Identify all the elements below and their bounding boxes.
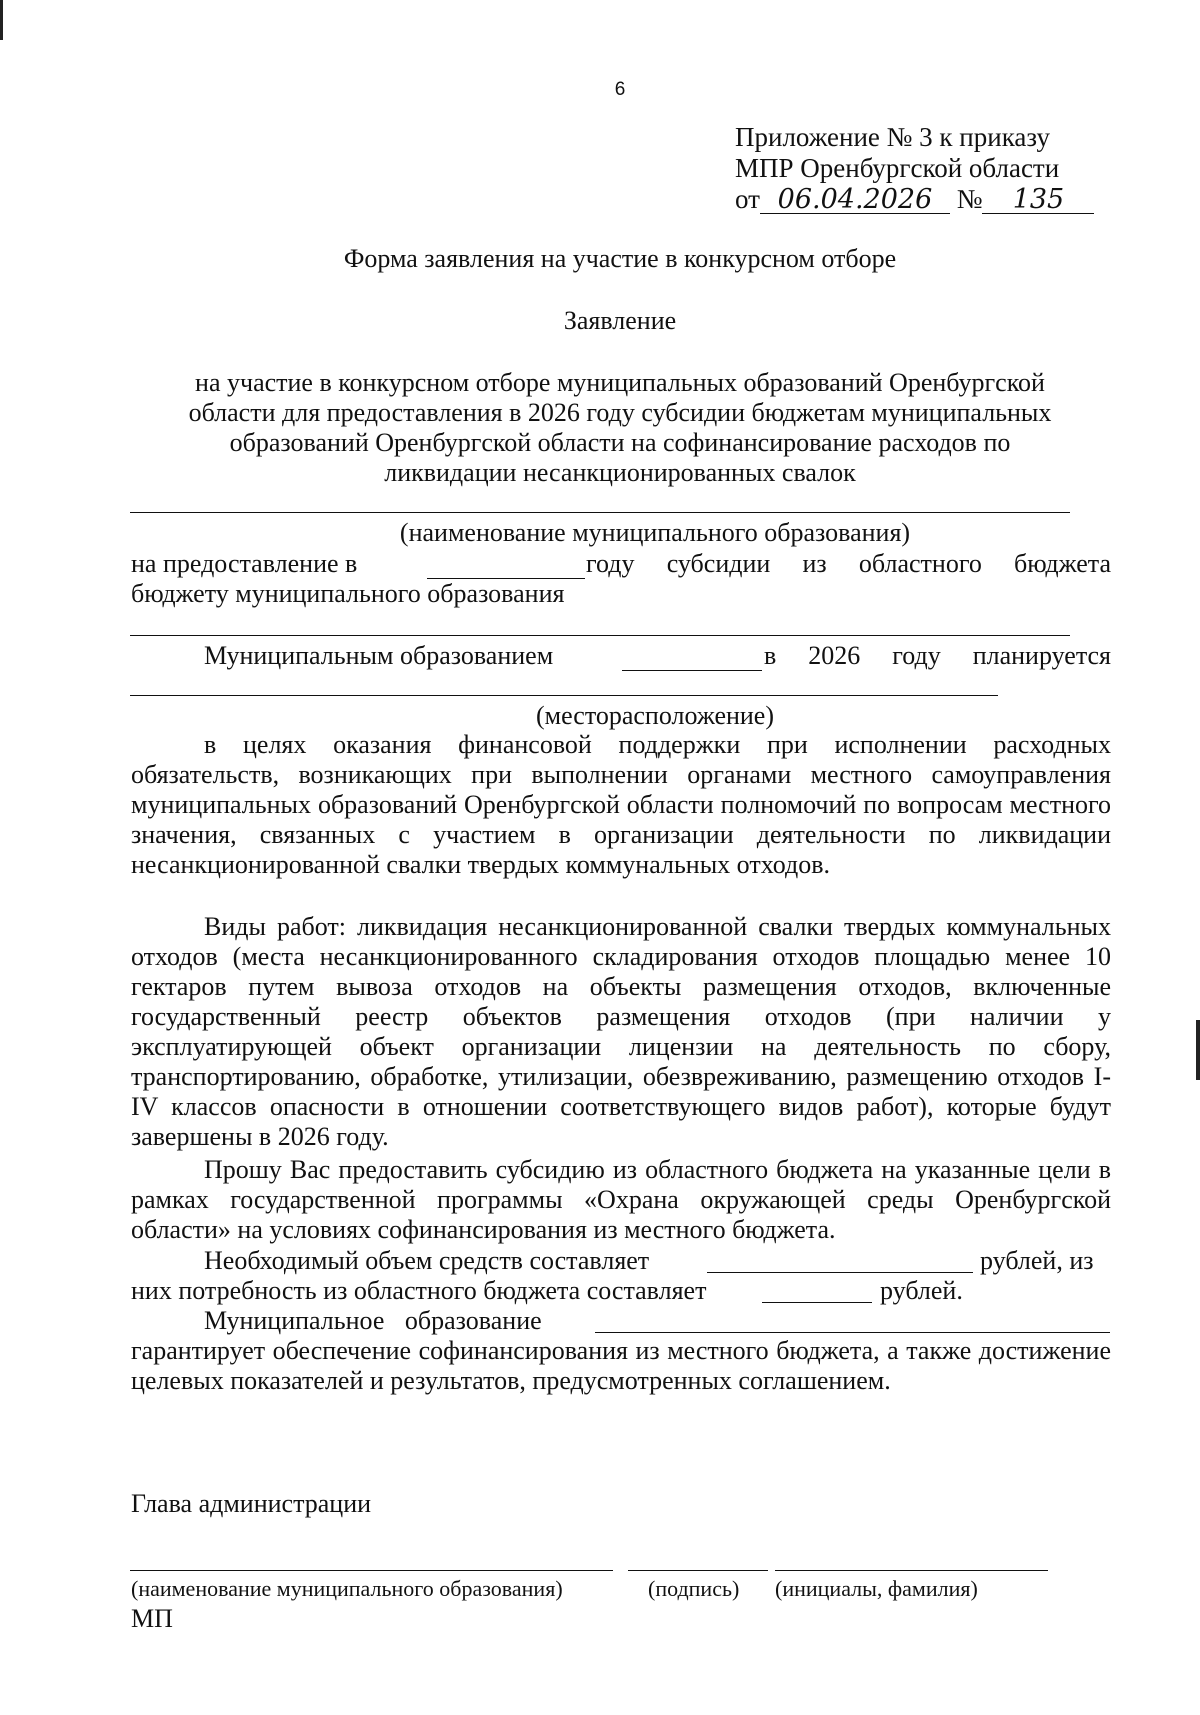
scan-edge-mark xyxy=(0,0,3,40)
budget-line: бюджету муниципального образования xyxy=(131,579,565,608)
head-title: Глава администрации xyxy=(131,1489,372,1518)
caption-signature: (подпись) xyxy=(648,1576,740,1601)
planned-right: в 2026 году планируется xyxy=(764,641,1111,670)
appendix-no: № xyxy=(956,184,983,214)
subject-line: образований Оренбургской области на софинансирование расходов по xyxy=(229,428,1011,457)
scan-edge-mark xyxy=(1196,1020,1200,1080)
planned-blank-line xyxy=(622,670,762,671)
municipality-name-line xyxy=(130,512,1070,513)
document-title: Заявление xyxy=(563,306,677,335)
funds-line1-right: рублей, из xyxy=(980,1246,1094,1275)
form-title: Форма заявления на участие в конкурсном отборе xyxy=(343,244,897,273)
provision-left: на предоставление в xyxy=(131,549,358,578)
paragraph-works: Виды работ: ликвидация несанкционированной свалки твердых коммунальных отходов (места несанкционированного складирования отходов площадью менее 10 гектаров путем вывоза отходов на объекты размещения отходов, включенные государственный реестр объектов размещения отходов (при наличии у эксплуатирующей объект организации лицензии на деятельность по сбору, транспортированию, обработке, утилизации, обезвреживанию, размещению отходов I-IV классов опасности в отношении соответствующего видов работ), которые будут завершены в 2026 году. xyxy=(131,912,1111,1151)
signature-municipality-line xyxy=(130,1570,613,1571)
signature-initials-line xyxy=(775,1570,1048,1571)
order-date: 06.04.2026 xyxy=(760,187,950,214)
subject-line: ликвидации несанкционированных свалок xyxy=(384,458,856,487)
appendix-line2: МПР Оренбургской области xyxy=(735,153,1060,183)
provision-right: году субсидии из областного бюджета xyxy=(586,549,1111,578)
municipality-name-line-2 xyxy=(130,635,1070,636)
location-line xyxy=(130,695,998,696)
subject-block xyxy=(120,368,1120,488)
signature-line xyxy=(628,1570,768,1571)
stamp-mark: МП xyxy=(131,1604,173,1633)
appendix-line1: Приложение № 3 к приказу xyxy=(735,122,1050,152)
funds-regional-blank xyxy=(762,1302,872,1303)
subject-line: на участие в конкурсном отборе муниципальных образований Оренбургской xyxy=(195,368,1045,397)
funds-line1-left: Необходимый объем средств составляет xyxy=(204,1246,650,1275)
paragraph-purpose: в целях оказания финансовой поддержки при исполнении расходных обязательств, возникающих при выполнении органами местного самоуправления муниципальных образований Оренбургской области полномочий по вопросам местного значения, связанных с участием в организации деятельности по ликвидации несанкционированной свалки твердых коммунальных отходов. xyxy=(131,730,1111,879)
appendix-block xyxy=(735,122,1094,215)
appendix-date-line xyxy=(735,184,1094,215)
funds-line2-right: рублей. xyxy=(880,1276,963,1305)
subject-line: области для предоставления в 2026 году субсидии бюджетам муниципальных xyxy=(188,398,1052,427)
paragraph-request: Прошу Вас предоставить субсидию из областного бюджета на указанные цели в рамках государственной программы «Охрана окружающей среды Оренбургской области» на условиях софинансирования из местного бюджета. xyxy=(131,1155,1111,1244)
caption-sig-municipality: (наименование муниципального образования) xyxy=(131,1576,563,1601)
guarantee-rest: гарантирует обеспечение софинансирования из местного бюджета, а также достижение целевых показателей и результатов, предусмотренных соглашением. xyxy=(131,1336,1111,1395)
order-number: 135 xyxy=(982,187,1094,214)
funds-line2-left: них потребность из областного бюджета составляет xyxy=(131,1276,707,1305)
caption-location: (месторасположение) xyxy=(535,701,775,730)
funds-total-blank xyxy=(707,1272,973,1273)
caption-initials: (инициалы, фамилия) xyxy=(775,1576,978,1601)
page-number: 6 xyxy=(614,79,626,100)
planned-left: Муниципальным образованием xyxy=(204,641,554,670)
guarantee-blank xyxy=(595,1332,1110,1333)
appendix-from: от xyxy=(735,184,760,214)
guarantee-line1: Муниципальное образование xyxy=(204,1306,542,1335)
caption-municipality: (наименование муниципального образования) xyxy=(399,518,911,547)
